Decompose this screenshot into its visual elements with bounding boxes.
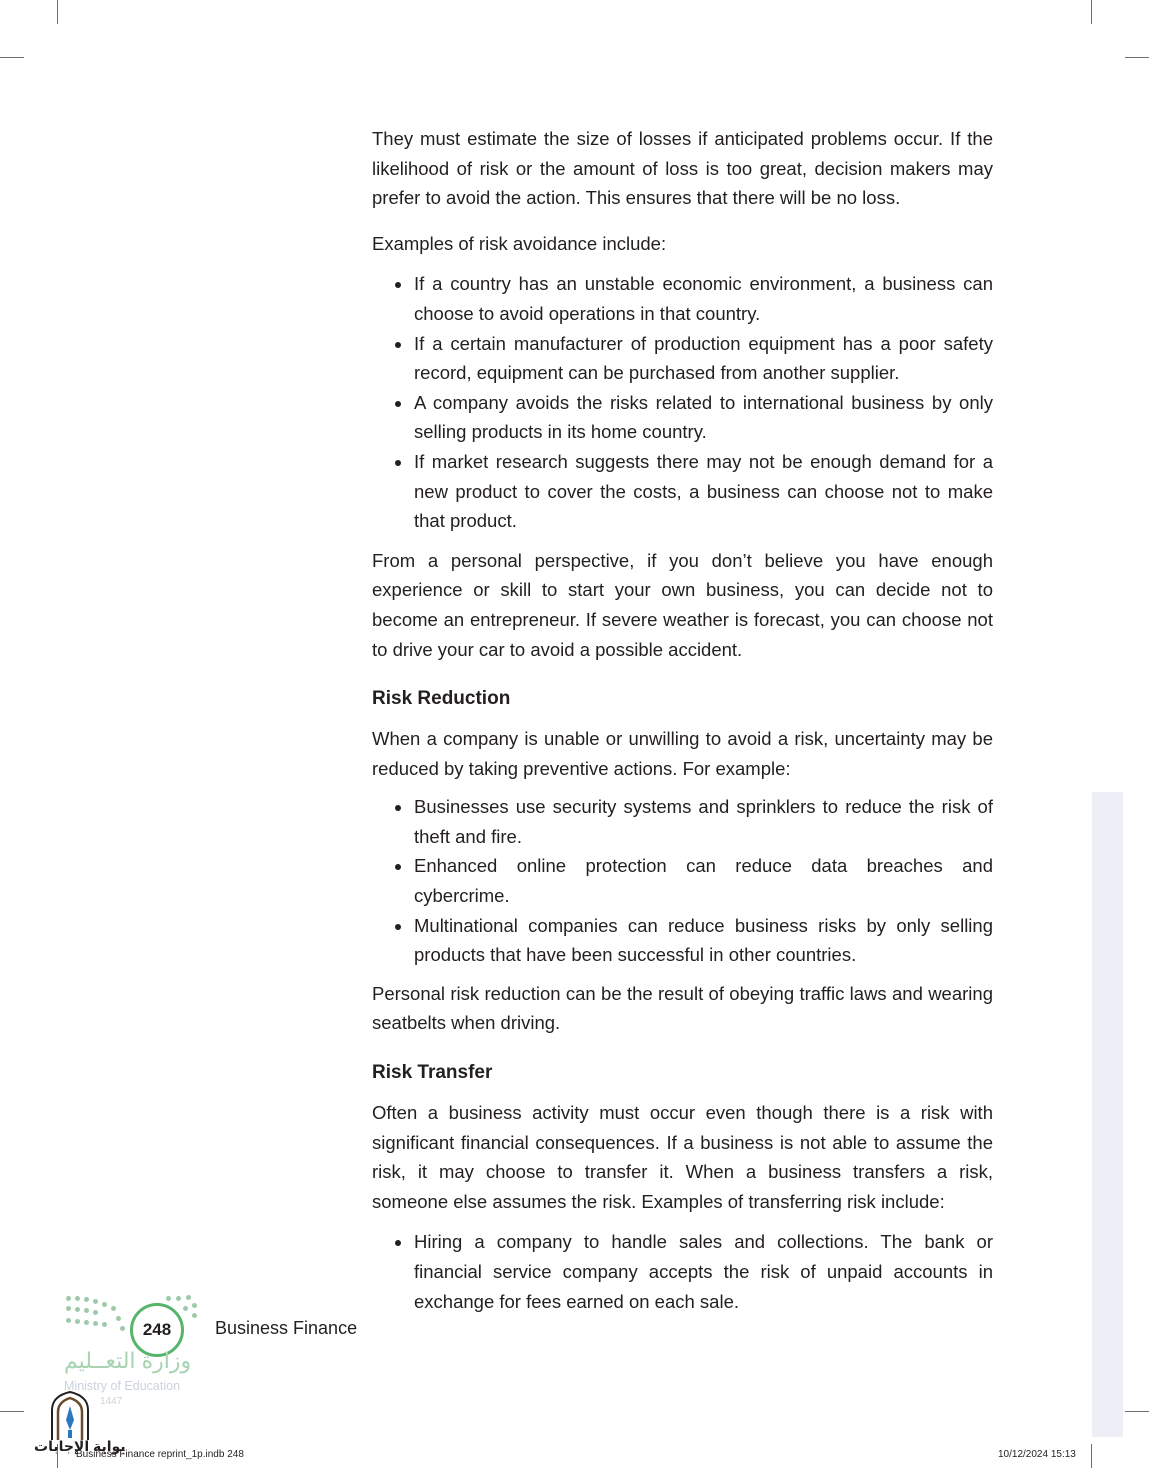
list-item: Businesses use security systems and sprinklers to reduce the risk of theft and fire.	[372, 792, 993, 851]
transfer-list	[372, 1227, 993, 1316]
crop-mark-bottom-right	[1091, 1444, 1092, 1468]
list-item: Enhanced online protection can reduce data breaches and cybercrime.	[372, 851, 993, 910]
transfer-lead: Often a business activity must occur even though there is a risk with significant financial consequences. If a business is not able to assume the risk, it may choose to transfer it. When a business transfers a risk, someone else assumes the risk. Examples of transferring risk include:	[372, 1102, 993, 1212]
watermark-arabic-text: بوابة الإجابات	[34, 1438, 126, 1454]
reduction-list	[372, 792, 993, 970]
crop-mark-top-right	[1091, 0, 1092, 24]
crop-mark-right-bottom	[1125, 1411, 1149, 1412]
page-body	[372, 124, 993, 1316]
list-item: Hiring a company to handle sales and collections. The bank or financial service company accepts the risk of unpaid accounts in exchange for fees earned on each sale.	[372, 1227, 993, 1316]
crop-mark-left-top	[0, 57, 24, 58]
print-slug-file: Business Finance reprint_1p.indb 248	[76, 1449, 244, 1460]
side-color-strip	[1092, 792, 1123, 1437]
list-item: If market research suggests there may not be enough demand for a new product to cover the costs, a business can choose not to make that product.	[372, 447, 993, 536]
ministry-name-arabic: وزارة التعــليم	[64, 1348, 192, 1373]
list-item: If a certain manufacturer of production equipment has a poor safety record, equipment can be purchased from another supplier.	[372, 329, 993, 388]
crop-mark-top-left	[57, 0, 58, 24]
personal-perspective-paragraph: From a personal perspective, if you don’t believe you have enough experience or skill to start your own business, you can decide not to become an entrepreneur. If severe weather is forecast, you can choose not to drive your car to avoid a possible accident.	[372, 549, 993, 660]
avoidance-list	[372, 269, 993, 535]
risk-reduction-heading: Risk Reduction	[372, 688, 511, 710]
reduction-personal-paragraph: Personal risk reduction can be the result of obeying traffic laws and wearing seatbelts when driving.	[372, 982, 993, 1034]
avoidance-lead: Examples of risk avoidance include:	[372, 232, 667, 254]
risk-transfer-heading: Risk Transfer	[372, 1062, 493, 1084]
print-slug-date: 10/12/2024 15:13	[998, 1449, 1076, 1460]
book-title: Business Finance	[215, 1318, 358, 1338]
list-item: Multinational companies can reduce business risks by only selling products that have been successful in other countries.	[372, 911, 993, 970]
crop-mark-right-top	[1125, 57, 1149, 58]
intro-paragraph: They must estimate the size of losses if anticipated problems occur. If the likelihood of risk or the amount of loss is too great, decision makers may prefer to avoid the action. This ensures that there will be no loss.	[372, 128, 993, 209]
watermark-emblem-icon	[46, 1390, 94, 1442]
ministry-year: 1447	[100, 1396, 123, 1407]
list-item: A company avoids the risks related to international business by only selling products in its home country.	[372, 388, 993, 447]
crop-mark-left-bottom	[0, 1411, 24, 1412]
ministry-name-english: Ministry of Education	[64, 1379, 181, 1393]
list-item: If a country has an unstable economic environment, a business can choose to avoid operations in that country.	[372, 269, 993, 328]
reduction-lead: When a company is unable or unwilling to avoid a risk, uncertainty may be reduced by taking preventive actions. For example:	[372, 728, 993, 779]
page-number: 248	[142, 1320, 172, 1339]
